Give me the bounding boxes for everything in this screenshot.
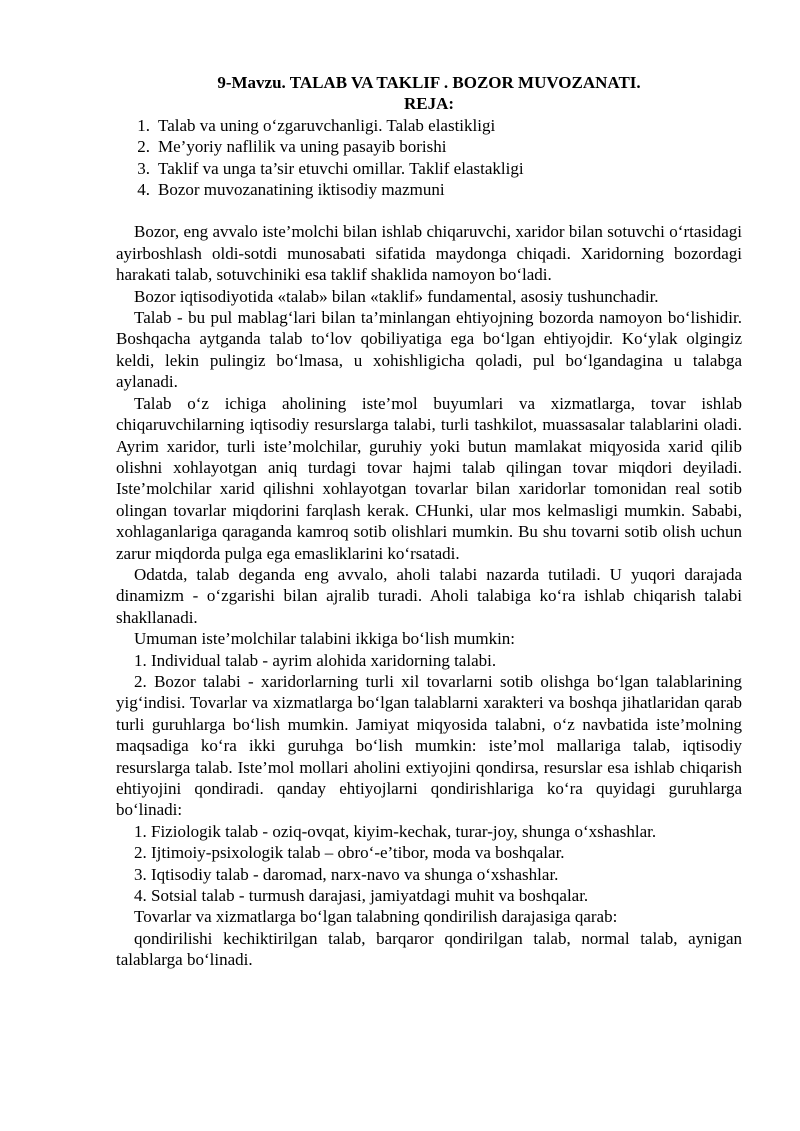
plan-label: REJA: <box>403 94 455 114</box>
plan-item-text: Talab va uning o‘zgaruvchanligi. Talab elastikligi <box>158 115 496 135</box>
plan-item <box>116 136 742 157</box>
plan-item-number: 4. <box>137 180 150 200</box>
paragraph: 1. Fiziologik talab - oziq-ovqat, kiyim-kechak, turar-joy, shunga o‘xshashlar. <box>134 821 657 841</box>
paragraph: 1. Individual talab - ayrim alohida xaridorning talabi. <box>134 650 497 670</box>
paragraph: Talab - bu pul mablag‘lari bilan ta’minlangan ehtiyojning bozorda namoyon bo‘lishidir. Boshqacha aytganda talab to‘lov qobiliyatiga ega bo‘lgan ehtiyojdir. Ko‘ylak olgingiz keldi, lekin pulingiz bo‘lmasa, u xohishligicha qoladi, pul bo‘lgandagina u talabga aylanadi. <box>116 308 742 392</box>
paragraph: Talab o‘z ichiga aholining iste’mol buyumlari va xizmatlarga, tovar ishlab chiqaruvchilarning iqtisodiy resurslarga talabi, turli tashkilot, muassasalar talablarini oladi. Ayrim xaridor, turli iste’molchilar, guruhiy yoki butun mamlakat miqyosida xarid qilib olishni xohlayotgan aniq turdagi tovar hajmi talab qilingan tovar miqdori deyiladi. Iste’molchilar xarid qilishni xohlayotgan tovarlar bilan xaridorlar tomonidan real sotib olingan tovarlar miqdorini farqlash kerak. CHunki, ular mos kelmasligi mumkin. Sababi, xohlaganlariga qaraganda kamroq sotib olishlari mumkin. Bu shu tovarni sotib olish uchun zarur miqdorda pulga ega emasliklarini ko‘rsatadi. <box>116 393 742 563</box>
paragraph: 3. Iqtisodiy talab - daromad, narx-navo va shunga o‘xshashlar. <box>134 864 559 884</box>
paragraph: Tovarlar va xizmatlarga bo‘lgan talabning qondirilish darajasiga qarab: <box>134 907 618 927</box>
plan-item-number: 2. <box>137 137 150 157</box>
paragraph: Umuman iste’molchilar talabini ikkiga bo‘lish mumkin: <box>134 629 516 649</box>
plan-item-number: 1. <box>137 115 150 135</box>
paragraph: Odatda, talab deganda eng avvalo, aholi talabi nazarda tutiladi. U yuqori darajada dinamizm - o‘zgarishi bilan ajralib turadi. Aholi talabiga ko‘ra ishlab chiqarish talabi shakllanadi. <box>116 564 742 627</box>
paragraph: Bozor, eng avvalo iste’molchi bilan ishlab chiqaruvchi, xaridor bilan sotuvchi o‘rtasidagi ayirboshlash oldi-sotdi munosabati sifatida maydonga chiqadi. Xaridorning bozordagi harakati talab, sotuvchiniki esa taklif shaklida namoyon bo‘ladi. <box>116 222 742 285</box>
document-page <box>116 72 742 971</box>
document-title: 9-Mavzu. TALAB VA TAKLIF . BOZOR MUVOZANATI. <box>217 73 641 92</box>
plan-item-text: Taklif va unga ta’sir etuvchi omillar. Taklif elastakligi <box>158 158 524 178</box>
plan-list <box>116 115 742 201</box>
paragraph: 4. Sotsial talab - turmush darajasi, jamiyatdagi muhit va boshqalar. <box>134 886 589 906</box>
spacer <box>116 200 742 221</box>
plan-item-text: Bozor muvozanatining iktisodiy mazmuni <box>158 180 445 200</box>
paragraph: Bozor iqtisodiyotida «talab» bilan «taklif» fundamental, asosiy tushunchadir. <box>134 286 659 306</box>
plan-item-text: Me’yoriy naflilik va uning pasayib borishi <box>158 137 447 157</box>
paragraph: 2. Ijtimoiy-psixologik talab – obro‘-e’tibor, moda va boshqalar. <box>134 843 565 863</box>
plan-item <box>116 115 742 136</box>
paragraph: qondirilishi kechiktirilgan talab, barqaror qondirilgan talab, normal talab, aynigan talablarga bo‘linadi. <box>116 928 742 970</box>
plan-item <box>116 179 742 200</box>
paragraph: 2. Bozor talabi - xaridorlarning turli xil tovarlarni sotib olishga bo‘lgan talablarining yig‘indisi. Tovarlar va xizmatlarga bo‘lgan talablarni xarakteri va boshqa jihatlaridan qarab turli guruhlarga bo‘lish mumkin. Jamiyat miqyosida talabni, o‘z navbatida iste’molning maqsadiga ko‘ra ikki guruhga bo‘lish mumkin: iste’mol mallariga talab, iqtisodiy resurslarga talab. Iste’mol mollari aholini extiyojini qondirsa, resurslar esa ishlab chiqarish ehtiyojini qondiradi. qanday ehtiyojlarni qondirishlariga ko‘ra quyidagi guruhlarga bo‘linadi: <box>116 671 742 820</box>
plan-item <box>116 158 742 179</box>
plan-item-number: 3. <box>137 158 150 178</box>
